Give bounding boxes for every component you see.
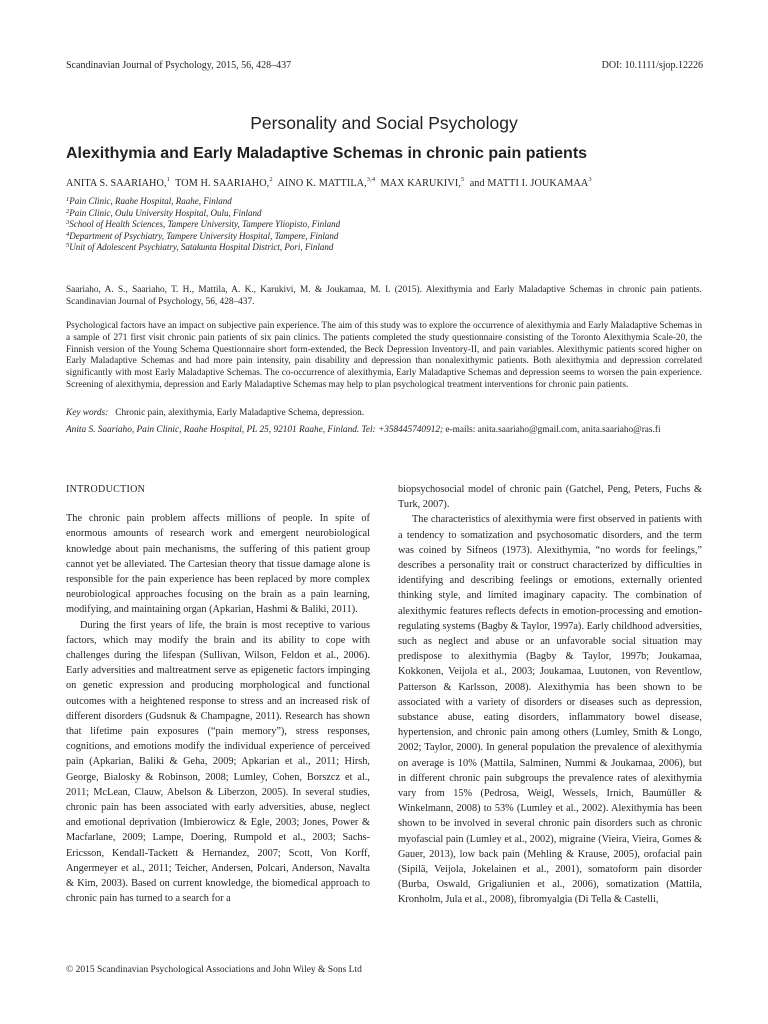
citation: Saariaho, A. S., Saariaho, T. H., Mattila, A. K., Karukivi, M. & Joukamaa, M. I. (2015). Alexithymia and Early Maladaptive Schemas in chronic pain patients. Scandinavian Journal of Psychology, 56, 428–437. — [66, 285, 702, 307]
introduction-heading: INTRODUCTION — [66, 484, 146, 495]
affiliation-sup: 5 — [66, 242, 70, 250]
left-column — [66, 482, 370, 906]
affiliation-sup: 3 — [66, 219, 70, 227]
affiliation-sup: 4 — [66, 230, 70, 238]
abstract: Psychological factors have an impact on subjective pain experience. The aim of this study was to explore the occurrence of alexithymia and Early Maladaptive Schemas in a sample of 271 first visit chronic pain patients of six pain clinics. The patients completed the study questionnaire consisting of the Toronto Alexithymia Scale-20, the Finnish version of the Young Schema Questionnaire short form-extended, the Beck Depression Inventory-II, and pain variables. Alexithymic patients scored higher on Early Maladaptive Schemas and had more pain intensity, pain disability and depression than nonalexithymic patients. Both alexithymia and depression correlated significantly with most Early Maladaptive Schemas. The co-occurrence of alexithymia, Early Maladaptive Schemas and depression seems to worsen the pain experience. Screening of alexithymia, depression and Early Maladaptive Schemas may help to plan psychological treatment interventions for chronic pain patients. — [66, 321, 702, 390]
affiliation-sup: 2 — [66, 207, 70, 215]
author-name: TOM H. SAARIAHO, — [175, 178, 270, 189]
author-name: and MATTI I. JOUKAMAA — [469, 178, 589, 189]
doi-header: DOI: 10.1111/sjop.12226 — [601, 60, 703, 71]
affiliation-list — [66, 196, 340, 254]
author-sup: 5 — [461, 176, 465, 183]
affiliation-text: Pain Clinic, Oulu University Hospital, Oulu, Finland — [69, 207, 262, 218]
body-paragraph: The characteristics of alexithymia were first observed in patients with a tendency to somatization and psychosomatic disorders, and the term was coined by Sifneos (1973). Alexithymia, “no words for feelings,” describes a personality trait or construct characterized by difficulties in identifying and describing feelings or emotions, externally oriented thinking style, and limited imaginary capacity. The combination of alexithymic features reflects defects in emotion-processing and emotion-regulating systems (Bagby & Taylor, 1997a). Early childhood adversities, such as neglect and abuse or an unfavorable social situation may predispose to alexithymia (Bagby & Taylor, 1997b; Joukamaa, Kokkonen, Veijola et al., 2003; Joukamaa, Luutonen, von Reventlow, Patterson & Karlsson, 2008). Alexithymia has been shown to be associated with a variety of disorders or diseases such as depression, substance abuse, eating disorders, inflammatory bowel disease, hypertension, and chronic pain among others (Lumley, Smith & Longo, 2002; Taylor, 2000). In general population the prevalence of alexithymia on average is 10% (Mattila, Salminen, Nummi & Joukamaa, 2006), but in different chronic pain subgroups the prevalence rates of alexithymia vary from 15% (Pedrosa, Weigl, Wessels, Irnich, Baumüller & Winkelmann, 2008) to 53% (Lumley et al., 2002). Alexithymia has been shown to be involved in several chronic pain disorders such as chronic myofascial pain (Lumley et al., 2002), migraine (Vieira, Vieira, Gomes & Gauer, 2013), low back pain (Mehling & Krause, 2005), orofacial pain (Sipilä, Veijola, Jokelainen et al., 2001), somatoform pain disorder (Burba, Oswald, Grigaliunien et al., 2006), somatization (Mattila, Kronholm, Jula et al., 2008), fibromyalgia (Di Tella & Castelli, — [398, 514, 702, 906]
body-paragraph: During the first years of life, the brain is most receptive to various factors, which may modify the brain and its ability to cope with challenges during the lifespan (Sullivan, Wilson, Feldon et al., 2006). Early adversities and maltreatment serve as epigenetic factors impinging on genetic expression and producing morphological and functional outcomes with a heightened response to stress and an increased risk of different disorders (Gudsnuk & Champagne, 2011). Research has shown that lifetime pain exposures (“pain memory”), stress responses, cognitions, and emotions modify the individual experience of perceived pain (Apkarian, Baliki & Geha, 2009; Apkarian et al., 2011; Hirsh, George, Bialosky & Robinson, 2008; Lumley, Cohen, Borszcz et al., 2011; McLean, Clauw, Abelson & Liberzon, 2005). In several studies, chronic pain has been associated with early adversities, abuse, neglect and emotional deprivation (Imbierowicz & Egle, 2003; Jones, Power & Macfarlane, 2009; Lampe, Doering, Rumpold et al., 2003; Sachs-Ericsson, Kendall-Tackett & Hernandez, 2007; Scott, Von Korff, Angermeyer et al., 2011; Teicher, Andersen, Polcari, Anderson, Navalta & Kim, 2003). Based on current knowledge, the biomedical approach to chronic pain has turned to a search for a — [66, 619, 370, 905]
author-list — [66, 178, 592, 189]
author-sup: 2 — [269, 176, 273, 183]
affiliation-text: Department of Psychiatry, Tampere University Hospital, Tampere, Finland — [69, 230, 339, 241]
body-paragraph: biopsychosocial model of chronic pain (Gatchel, Peng, Peters, Fuchs & Turk, 2007). — [398, 484, 702, 511]
affiliation-text: Pain Clinic, Raahe Hospital, Raahe, Finland — [69, 196, 232, 206]
affiliation-sup: 1 — [66, 196, 70, 203]
author-sup: 3 — [588, 176, 592, 183]
affiliation — [66, 242, 340, 254]
contact-address: Anita S. Saariaho, Pain Clinic, Raahe Hospital, PL 25, 92101 Raahe, Finland. Tel: +358445740912; — [66, 425, 444, 435]
contact-email[interactable]: e-mails: anita.saariaho@gmail.com, anita.saariaho@ras.fi — [443, 425, 661, 435]
affiliation — [66, 196, 340, 208]
article-title: Alexithymia and Early Maladaptive Schemas in chronic pain patients — [66, 145, 588, 162]
affiliation — [66, 231, 340, 243]
contact-info — [66, 425, 702, 437]
affiliation-text: Unit of Adolescent Psychiatry, Satakunta Hospital District, Pori, Finland — [69, 242, 334, 253]
author-name: AINO K. MATTILA, — [277, 178, 367, 189]
keywords — [66, 408, 702, 420]
body-paragraph: The chronic pain problem affects millions of people. In spite of enormous amounts of research work and emergent neurobiological knowledge about pain mechanisms, the suffering of this patient group cannot yet be alleviated. The Cartesian theory that tissue damage alone is responsible for the pain experience has been replaced by more complex neurobiological approaches focusing on the brain as a pain learning, modifying, and maintaining organ (Apkarian, Hashmi & Baliki, 2011). — [66, 513, 370, 616]
journal-header: Scandinavian Journal of Psychology, 2015, 56, 428–437 — [66, 60, 292, 71]
affiliation-text: School of Health Sciences, Tampere University, Tampere Yliopisto, Finland — [69, 219, 341, 230]
affiliation — [66, 208, 340, 220]
author-sup: 3,4 — [366, 176, 376, 183]
author-name: MAX KARUKIVI, — [380, 178, 462, 189]
affiliation — [66, 219, 340, 231]
copyright-footer: © 2015 Scandinavian Psychological Associations and John Wiley & Sons Ltd — [66, 965, 362, 975]
section-heading: Personality and Social Psychology — [250, 113, 518, 133]
keywords-label: Key words: — [66, 408, 109, 418]
keywords-text: Chronic pain, alexithymia, Early Maladaptive Schema, depression. — [115, 408, 365, 418]
right-column — [398, 482, 702, 908]
author-sup: 1 — [166, 176, 170, 183]
author-name: ANITA S. SAARIAHO, — [66, 178, 167, 189]
